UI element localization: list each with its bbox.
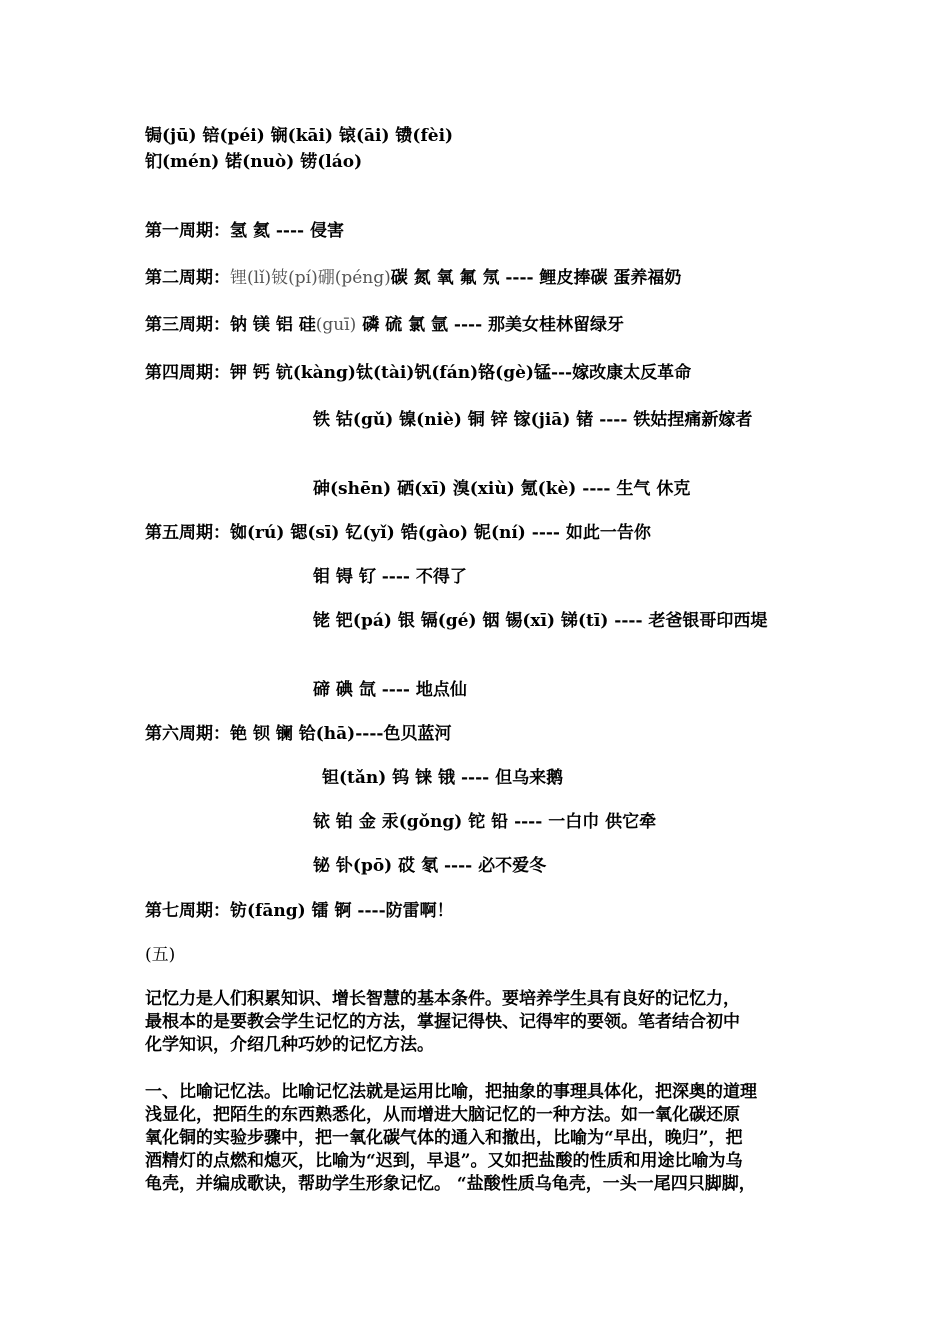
period-5-line-d: 碲 碘 氙 ---- 地点仙: [313, 680, 467, 700]
intro-line-1: 记忆力是人们积累知识、增长智慧的基本条件。要培养学生具有良好的记忆力，: [145, 989, 740, 1009]
method-1-line-1: 一、比喻记忆法。比喻记忆法就是运用比喻，把抽象的事理具体化，把深奥的道理: [145, 1082, 757, 1102]
intro-paragraph: [145, 988, 825, 1057]
section-heading: (五): [145, 945, 176, 965]
element-line-2: 钔(mén) 锘(nuò) 铹(láo): [145, 152, 363, 172]
period-5-line: 第五周期：铷(rú) 锶(sī) 钇(yǐ) 锆(gào) 铌(ní) ---- 如此一告你: [145, 523, 651, 543]
period-4-line: 第四周期：钾 钙 钪(kàng)钛(tài)钒(fán)铬(gè)锰---嫁改康太反革命: [145, 363, 692, 383]
period-3-part-b: 磷 硫 氯 氩 ---- 那美女桂林留绿牙: [356, 315, 625, 335]
period-6-line-b: 钽(tǎn) 钨 铼 锇 ---- 但乌来鹅: [322, 768, 564, 788]
intro-line-2: 最根本的是要教会学生记忆的方法，掌握记得快、记得牢的要领。笔者结合初中: [145, 1012, 740, 1032]
element-line-1: 锔(jū) 锫(péi) 锎(kāi) 锿(āi) 镄(fèi): [145, 126, 454, 146]
period-4-line-b: 铁 钴(gǔ) 镍(niè) 铜 锌 镓(jiā) 锗 ---- 铁姑捏痛新嫁者: [313, 410, 753, 430]
period-3-part-a: 第三周期：钠 镁 铝 硅: [145, 315, 316, 335]
period-2-line: [145, 266, 825, 290]
period-3-plain-part: (guī): [315, 315, 357, 335]
period-5-line-c: 铑 钯(pá) 银 镉(gé) 铟 锡(xī) 锑(tī) ---- 老爸银哥印西堤: [313, 611, 768, 631]
period-6-line: 第六周期：铯 钡 镧 铪(hā)----色贝蓝河: [145, 724, 452, 744]
period-3-line: [145, 313, 825, 337]
method-1-line-5: 龟壳，并编成歌诀，帮助学生形象记忆。 “盐酸性质乌龟壳，一头一尾四只脚脚，: [145, 1174, 756, 1194]
period-1-line: 第一周期：氢 氦 ---- 侵害: [145, 221, 344, 241]
period-7-line: 第七周期：钫(fāng) 镭 锕 ----防雷啊！: [145, 901, 454, 921]
period-2-rest: 碳 氮 氧 氟 氖 ---- 鲤皮捧碳 蛋养福奶: [390, 268, 682, 288]
method-1-line-3: 氧化铜的实验步骤中，把一氧化碳气体的通入和撤出，比喻为“早出，晚归”，把: [145, 1128, 743, 1148]
period-5-line-b: 钼 锝 钌 ---- 不得了: [313, 567, 467, 587]
intro-line-3: 化学知识，介绍几种巧妙的记忆方法。: [145, 1035, 434, 1055]
period-4-line-c: 砷(shēn) 硒(xī) 溴(xiù) 氪(kè) ---- 生气 休克: [313, 479, 691, 499]
period-2-label: 第二周期：: [145, 268, 230, 288]
period-6-line-d: 铋 钋(pō) 砹 氡 ---- 必不爱冬: [313, 856, 547, 876]
method-1-paragraph: [145, 1081, 825, 1196]
period-2-plain-part: 锂(lǐ)铍(pí)硼(péng): [230, 268, 391, 288]
method-1-line-4: 酒精灯的点燃和熄灭，比喻为“迟到，早退”。又如把盐酸的性质和用途比喻为乌: [145, 1151, 743, 1171]
period-6-line-c: 铱 铂 金 汞(gǒng) 铊 铅 ---- 一白巾 供它牵: [313, 812, 657, 832]
method-1-line-2: 浅显化，把陌生的东西熟悉化，从而增进大脑记忆的一种方法。如一氧化碳还原: [145, 1105, 740, 1125]
